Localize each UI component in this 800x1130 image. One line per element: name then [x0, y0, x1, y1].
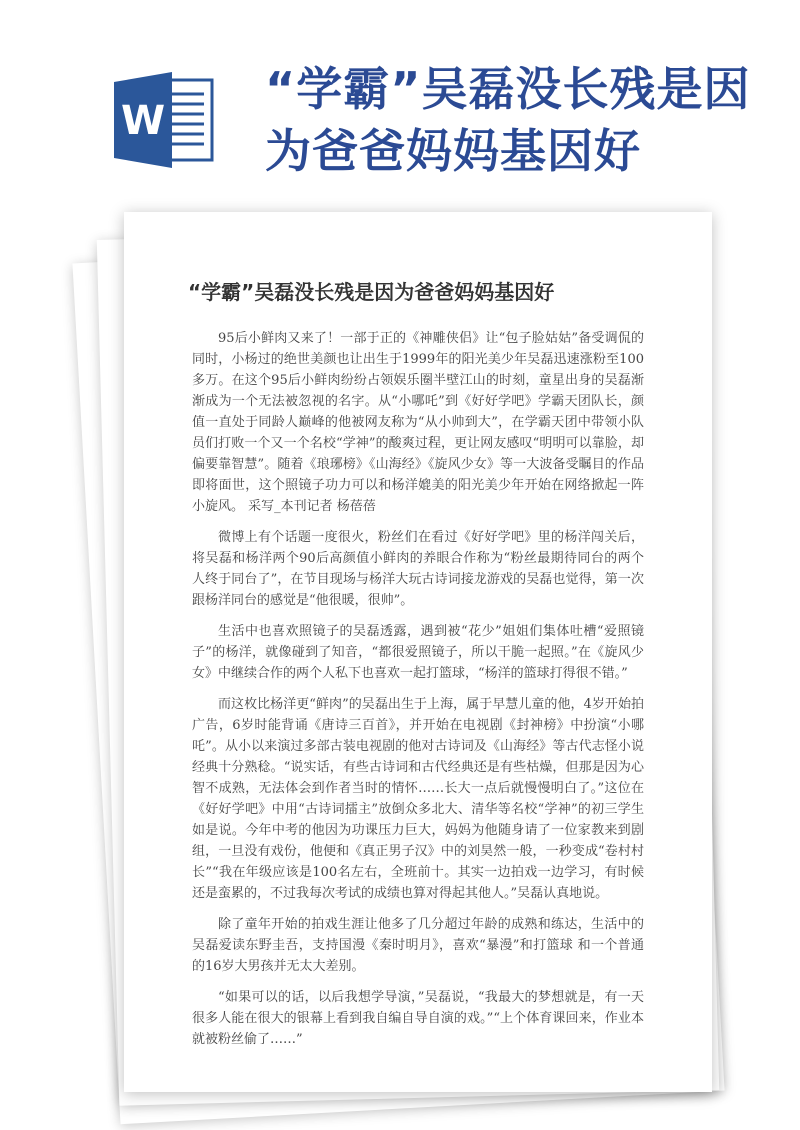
paragraph: 95后小鲜肉又来了！一部于正的《神雕侠侣》让“包子脸姑姑”备受调侃的同时，小杨过的绝世美颜也让出生于1999年的阳光美少年吴磊迅速涨粉至100多万。在这个95后小鲜肉纷纷占领娱乐圈半壁江山的时刻，童星出身的吴磊渐渐成为一个无法被忽视的名字。从“小哪吒”到《好好学吧》学霸天团队长，颜值一直处于同龄人巅峰的他被网友称为“从小帅到大”，在学霸天团中带领小队员们打败一个又一个名校“学神”的酸爽过程，更让网友感叹“明明可以靠脸，却偏要靠智慧”。随着《琅琊榜》《山海经》《旋风少女》等一大波备受瞩目的作品即将面世，这个照镜子功力可以和杨洋媲美的阳光美少年开始在网络掀起一阵小旋风。 采写_本刊记者 杨蓓蓓: [192, 331, 644, 514]
paragraph: 微博上有个话题一度很火，粉丝们在看过《好好学吧》里的杨洋闯关后，将吴磊和杨洋两个90后高颜值小鲜肉的养眼合作称为“粉丝最期待同台的两个人终于同台了”，在节目现场与杨洋大玩古诗词接龙游戏的吴磊也觉得，第一次跟杨洋同台的感觉是“他很暖，很帅”。: [192, 530, 644, 608]
paragraph: “如果可以的话，以后我想学导演，”吴磊说，“我最大的梦想就是，有一天很多人能在很大的银幕上看到我自编自导自演的戏。”“上个体育课回来，作业本就被粉丝偷了……”: [192, 990, 644, 1047]
header-banner: [0, 0, 800, 200]
paragraph: 除了童年开始的拍戏生涯让他多了几分超过年龄的成熟和练达，生活中的吴磊爱读东野圭吾，支持国漫《秦时明月》，喜欢“暴漫”和打篮球 和一个普通的16岁大男孩并无太大差别。: [192, 917, 644, 974]
article-body: [192, 328, 644, 1060]
paragraph: 而这枚比杨洋更“鲜肉”的吴磊出生于上海，属于早慧儿童的他，4岁开始拍广告，6岁时能背诵《唐诗三百首》，并开始在电视剧《封神榜》中扮演“小哪吒”。从小以来演过多部古装电视剧的他对古诗词及《山海经》等古代志怪小说经典十分熟稔。“说实话，有些古诗词和古代经典还是有些枯燥，但那是因为心智不成熟，无法体会到作者当时的情怀……长大一点后就慢慢明白了。”这位在《好好学吧》中用“古诗词擂主”放倒众多北大、清华等名校“学神”的初三学生如是说。今年中考的他因为功课压力巨大，妈妈为他随身请了一位家教来到剧组，一旦没有戏份，他便和《真正男子汉》中的刘昊然一般，一秒变成“卷村村长”“我在年级应该是100名左右，全班前十。其实一边拍戏一边学习，有时候还是蛮累的，不过我每次考试的成绩也算对得起其他人。”吴磊认真地说。: [192, 697, 644, 901]
document-page: [124, 212, 712, 1092]
svg-text:W: W: [120, 98, 166, 144]
article-title: “学霸”吴磊没长残是因为爸爸妈妈基因好: [188, 280, 555, 304]
document-title-banner: “学霸”吴磊没长残是因为爸爸妈妈基因好: [265, 62, 751, 178]
word-icon: [110, 72, 220, 168]
paragraph: 生活中也喜欢照镜子的吴磊透露，遇到被“花少”姐姐们集体吐槽“爱照镜子”的杨洋，就像碰到了知音，“都很爱照镜子，所以干脆一起照。”在《旋风少女》中继续合作的两个人私下也喜欢一起打篮球，“杨洋的篮球打得很不错。”: [192, 624, 644, 681]
